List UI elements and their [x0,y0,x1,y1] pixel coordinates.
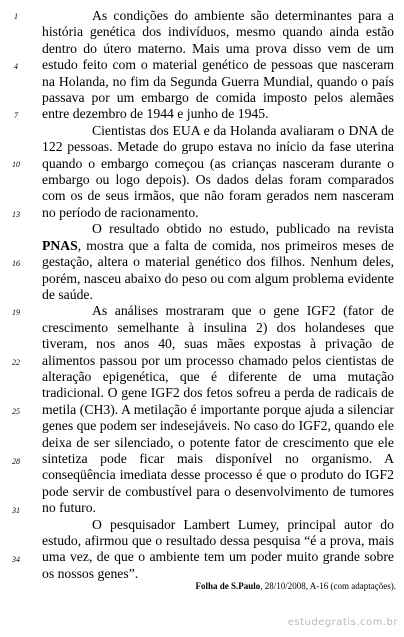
line-number: 22 [12,358,20,367]
source-details: , 28/10/2008, A-16 (com adaptações). [260,581,396,591]
article-text [42,8,394,582]
line-number: 31 [12,506,20,515]
watermark: estudegratis.com.br [287,617,398,628]
paragraph-text: O resultado obtido no estudo, publicado na revista [92,221,394,237]
line-number: 4 [14,62,18,71]
journal-name: PNAS [42,237,78,253]
paragraph: As análises mostraram que o gene IGF2 (fator de crescimento semelhante à insulina 2) dos holandeses que tiveram, nos anos 40, suas mães expostas à privação de alimentos passou por um processo chamado pelos cientistas de alteração epigenética, que é diferente de uma mutação tradicional. O gene IGF2 dos fetos sofreu a perda de radicais de metila (CH3). A metilação é importante porque ajuda a silenciar genes que podem ser indesejáveis. No caso do IGF2, quando ele deixa de ser silenciado, o potente fator de crescimento que ele sintetiza pode ficar mais disponível no organismo. A conseqüência imediata desse processo é que o produto do IGF2 pode servir de combustível para o desenvolvimento de tumores no futuro. [42,303,394,516]
line-number: 19 [12,308,20,317]
paragraph: O pesquisador Lambert Lumey, principal autor do estudo, afirmou que o resultado dessa pesquisa “é a prova, mais uma vez, de que o ambiente tem um poder muito grande sobre os nossos genes”. [42,516,394,581]
line-number: 7 [14,111,18,120]
paragraph [42,221,394,303]
paragraph: Cientistas dos EUA e da Holanda avaliaram o DNA de 122 pessoas. Metade do grupo estava no início da fase uterina quando o embargo começou (as crianças nasceram durante o embargo ou logo depois). Os dados delas foram comparados com os de seus irmãos, que não foram gerados nem nasceram no período de racionamento. [42,122,394,220]
line-number: 28 [12,457,20,466]
line-number: 16 [12,259,20,268]
paragraph-text: , mostra que a falta de comida, nos primeiros meses de gestação, altera o material genético dos filhos. Nenhum deles, porém, nasceu abaixo do peso ou com algum problema evidente de saúde. [42,237,394,302]
paragraph: As condições do ambiente são determinantes para a história genética dos indivíduos, mesmo quando ainda estão dentro do útero materno. Mais uma prova disso vem de um estudo feito com o material genético de pessoas que nasceram na Holanda, no fim da Segunda Guerra Mundial, quando o país passava por um embargo de comida imposto pelos alemães entre dezembro de 1944 e junho de 1945. [42,8,394,122]
source-citation [196,581,396,591]
line-number: 25 [12,407,20,416]
line-number: 1 [14,12,18,21]
line-number: 10 [12,160,20,169]
line-number: 13 [12,210,20,219]
line-number: 34 [12,555,20,564]
source-name: Folha de S.Paulo [195,581,261,591]
